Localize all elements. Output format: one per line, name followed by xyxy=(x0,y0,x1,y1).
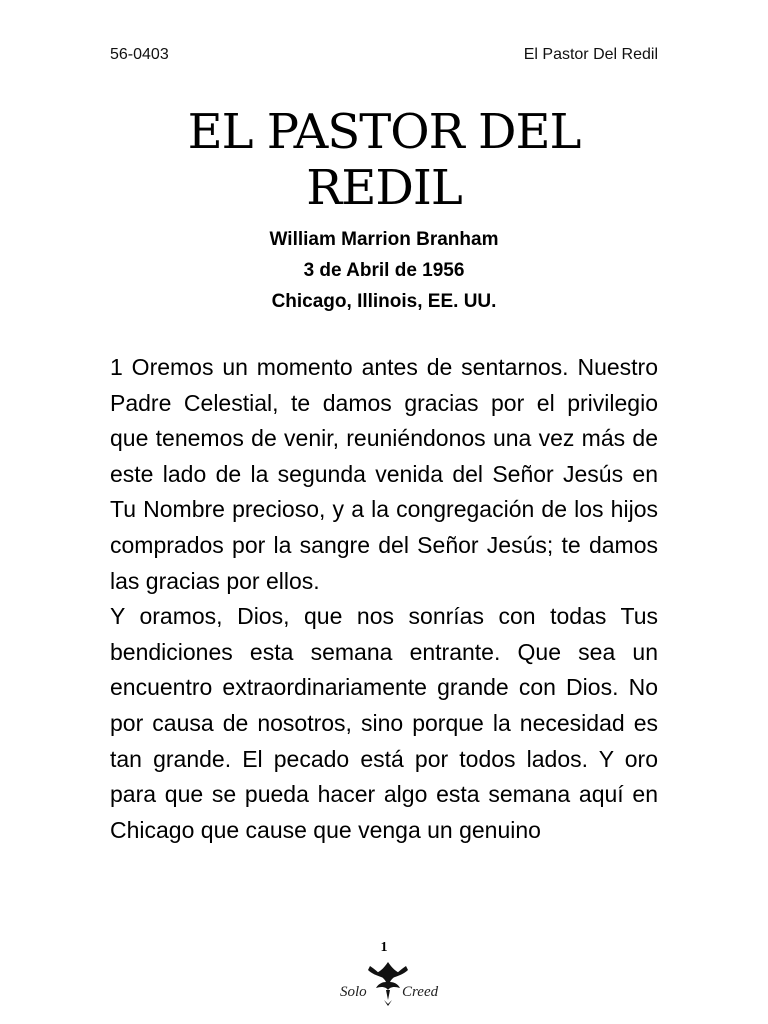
logo-text-right: Creed xyxy=(402,984,439,1000)
page-number: 1 xyxy=(380,940,388,955)
logo-text-left: Solo xyxy=(340,984,367,1000)
solo-creed-logo xyxy=(330,956,446,1014)
sermon-place: Chicago, Illinois, EE. UU. xyxy=(271,291,497,312)
title-line-2: REDIL xyxy=(306,160,462,216)
page-title xyxy=(0,104,768,216)
sermon-code: 56-0403 xyxy=(110,46,169,63)
running-title: El Pastor Del Redil xyxy=(523,46,658,63)
paragraph-1: 1 Oremos un momento antes de sentarnos. Nuestro Padre Celestial, te damos gracias por el privilegio que tenemos de venir, reuniéndonos una vez más de este lado de la segunda venida del Señor Jesús en Tu Nombre precioso, y a la congregación de los hijos comprados por la sangre del Señor Jesús; te damos las gracias por ellos. xyxy=(110,354,658,594)
sermon-meta xyxy=(0,224,768,317)
body-text xyxy=(110,350,658,848)
paragraph-2: Y oramos, Dios, que nos sonrías con todas Tus bendiciones esta semana entrante. Que sea un encuentro extraordinariamente grande con Dios. No por causa de nosotros, sino porque la necesidad es tan grande. El pecado está por todos lados. Y oro para que se pueda hacer algo esta semana aquí en Chicago que cause que venga un genuino xyxy=(110,603,658,843)
author: William Marrion Branham xyxy=(269,229,499,250)
title-line-1: EL PASTOR DEL xyxy=(187,104,581,160)
sermon-date: 3 de Abril de 1956 xyxy=(303,260,465,281)
